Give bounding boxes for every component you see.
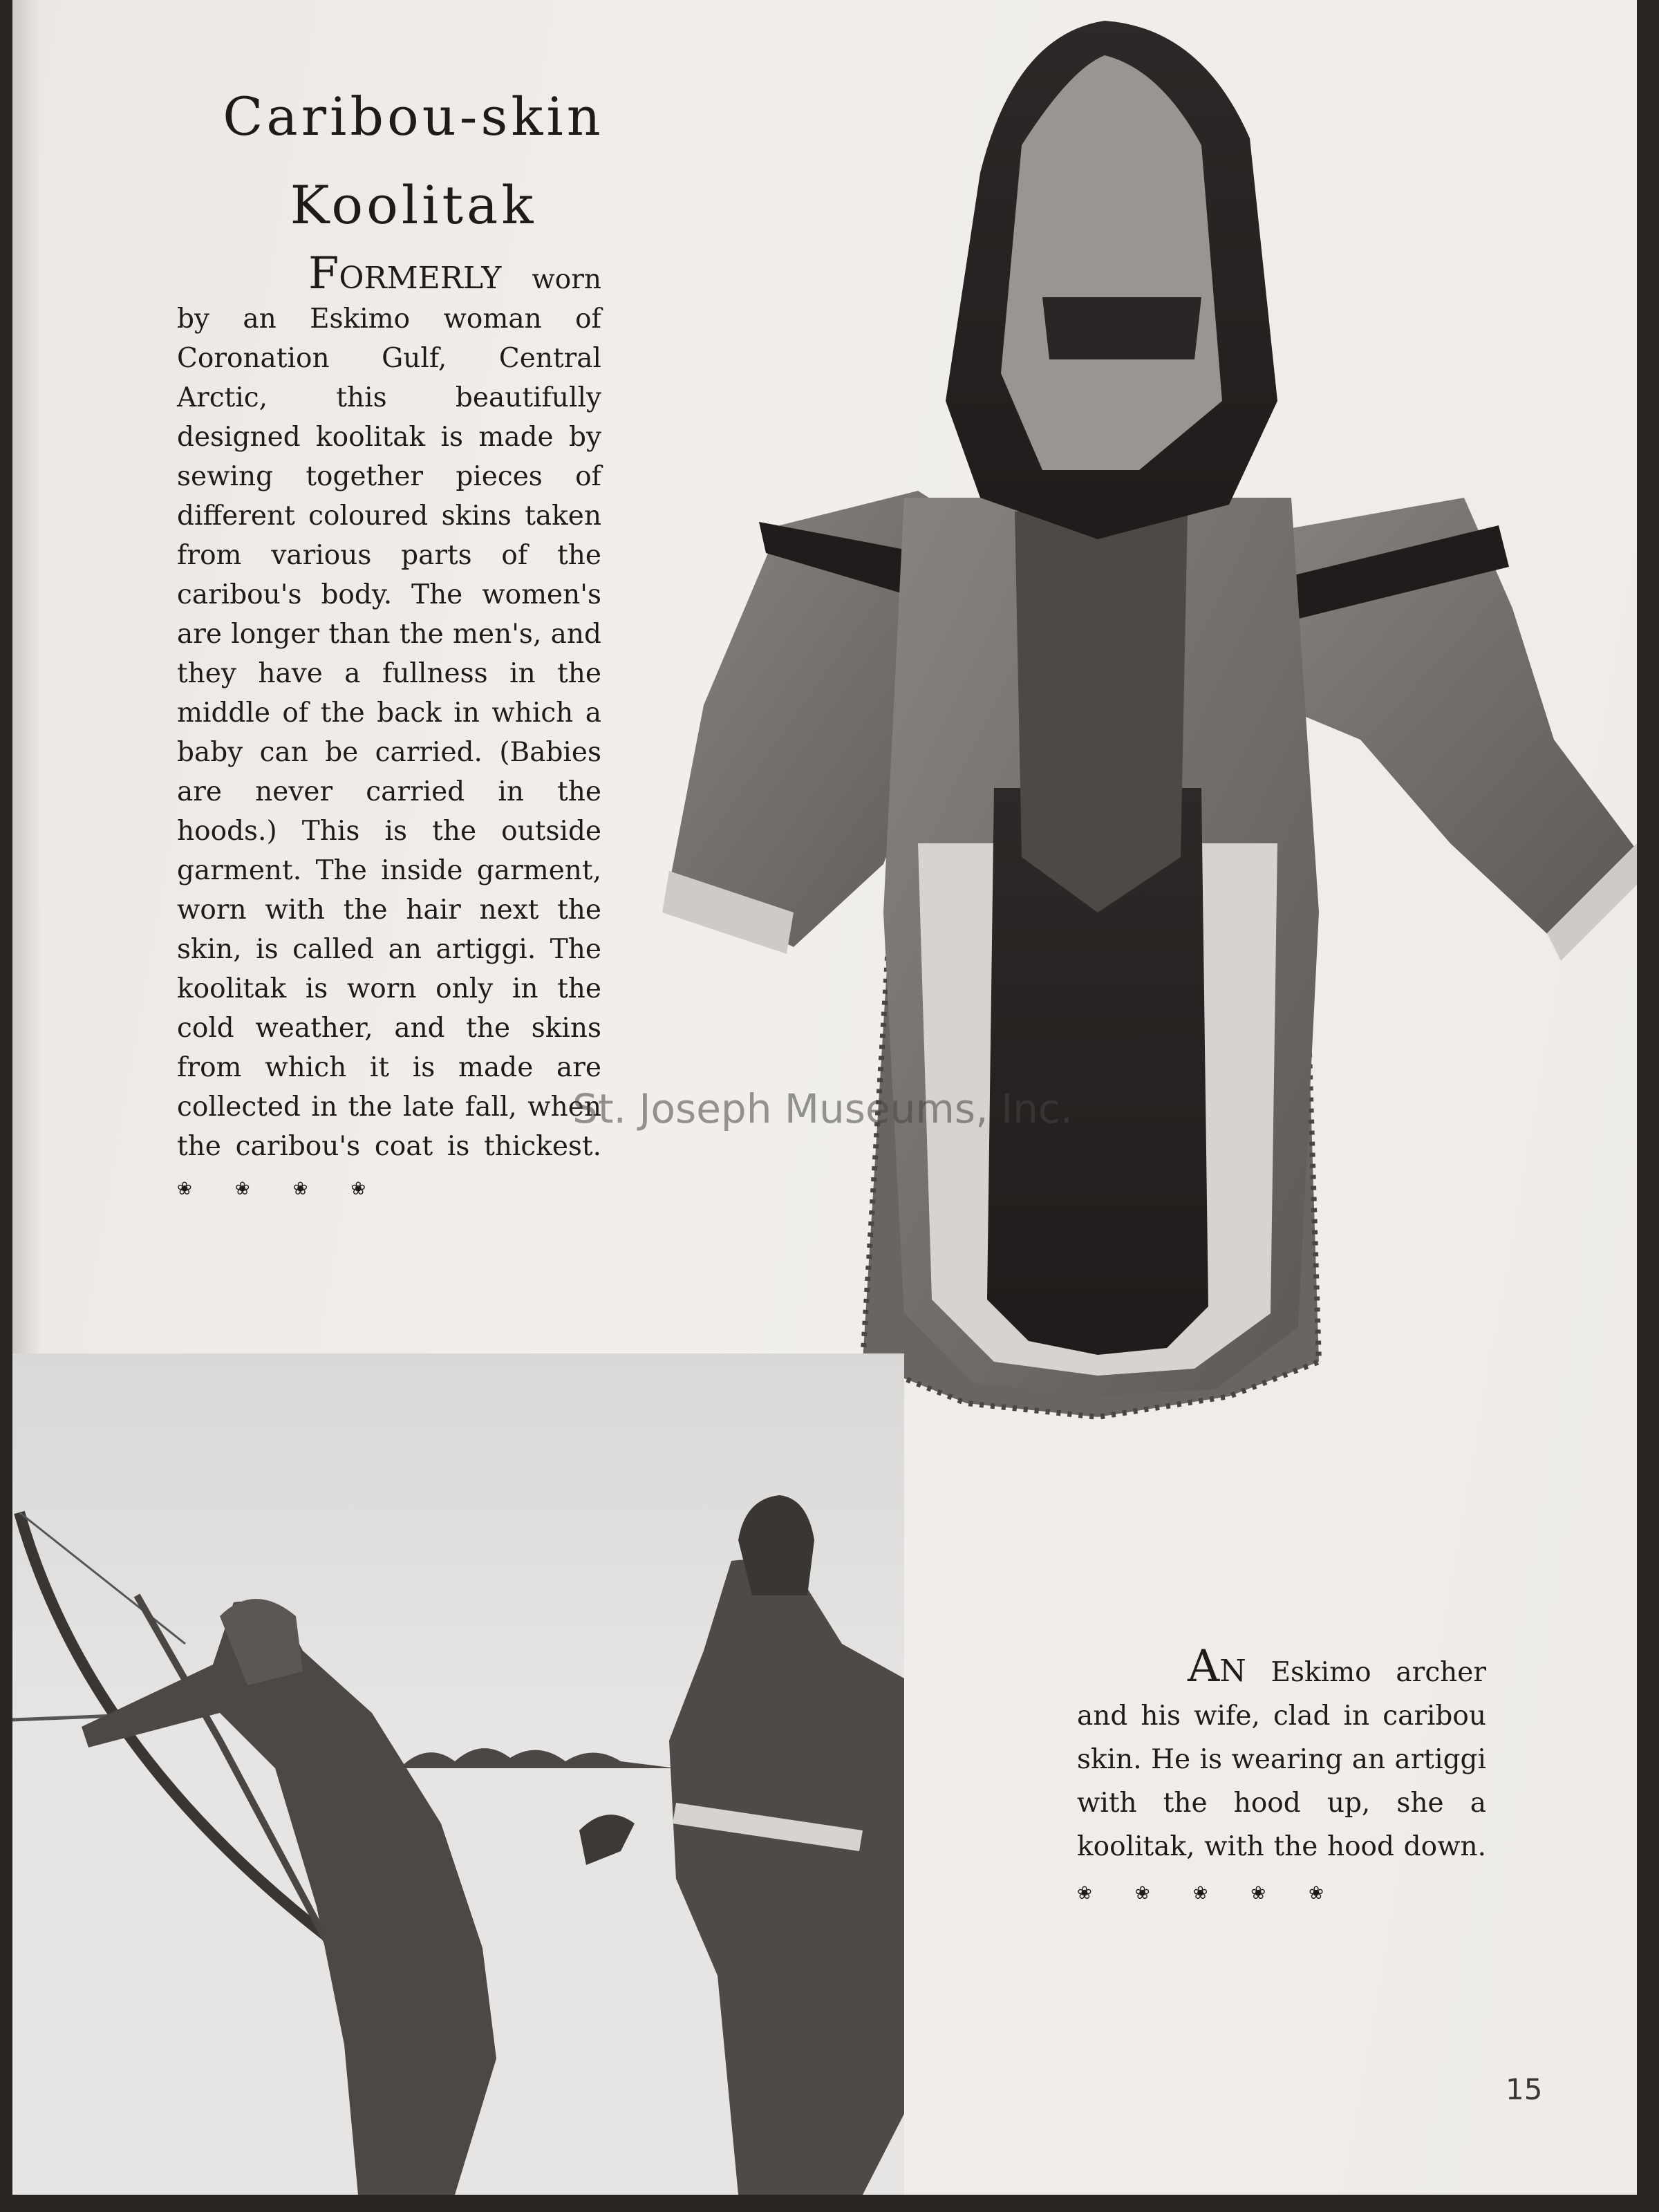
article-lead-word: ORMERLY — [339, 261, 502, 296]
koolitak-front-tab — [1015, 512, 1188, 912]
caption-dropcap: A — [1188, 1641, 1220, 1692]
article-dropcap: F — [308, 248, 339, 299]
distant-treeline — [400, 1748, 676, 1768]
page-number: 15 — [1506, 2072, 1543, 2106]
caption-lead-word: N — [1219, 1653, 1246, 1689]
title-line-2: Koolitak — [290, 174, 537, 236]
archer-photo-scene — [12, 1353, 904, 2195]
koolitak-photo — [655, 14, 1637, 1431]
photo-caption — [1077, 1641, 1486, 1915]
title-line-1: Caribou-skin — [223, 86, 604, 147]
article-end-ornaments: ❀❀❀❀ — [177, 1179, 409, 1199]
caption-end-ornaments: ❀❀❀❀❀ — [1077, 1883, 1367, 1904]
article-body — [177, 248, 601, 1209]
archer-photo — [12, 1353, 904, 2195]
article-text: worn by an Eskimo woman of Coronation Gulf, Central Arctic, this beautifully designed koolitak is made by sewing together pieces of different coloured skins taken from various parts of the caribou's body. The women's are longer than the men's, and they have a fullness in the middle of the back in which a baby can be carried. (Babies are never carried in the hoods.) This is the outside garment. The inside garment, worn with the hair next the skin, is called an artiggi. The koolitak is worn only in the cold weather, and the skins from which it is made are collected in the late fall, when the caribou's coat is thickest. — [177, 264, 601, 1162]
caption-text: Eskimo archer and his wife, clad in caribou skin. He is wearing an artiggi with the hood up, she a koolitak, with the hood down. — [1077, 1657, 1486, 1862]
wife-head — [738, 1495, 814, 1595]
page-title — [151, 73, 676, 250]
koolitak-hood-stripe — [1042, 297, 1201, 359]
watermark: St. Joseph Museums, Inc. — [572, 1085, 1074, 1132]
